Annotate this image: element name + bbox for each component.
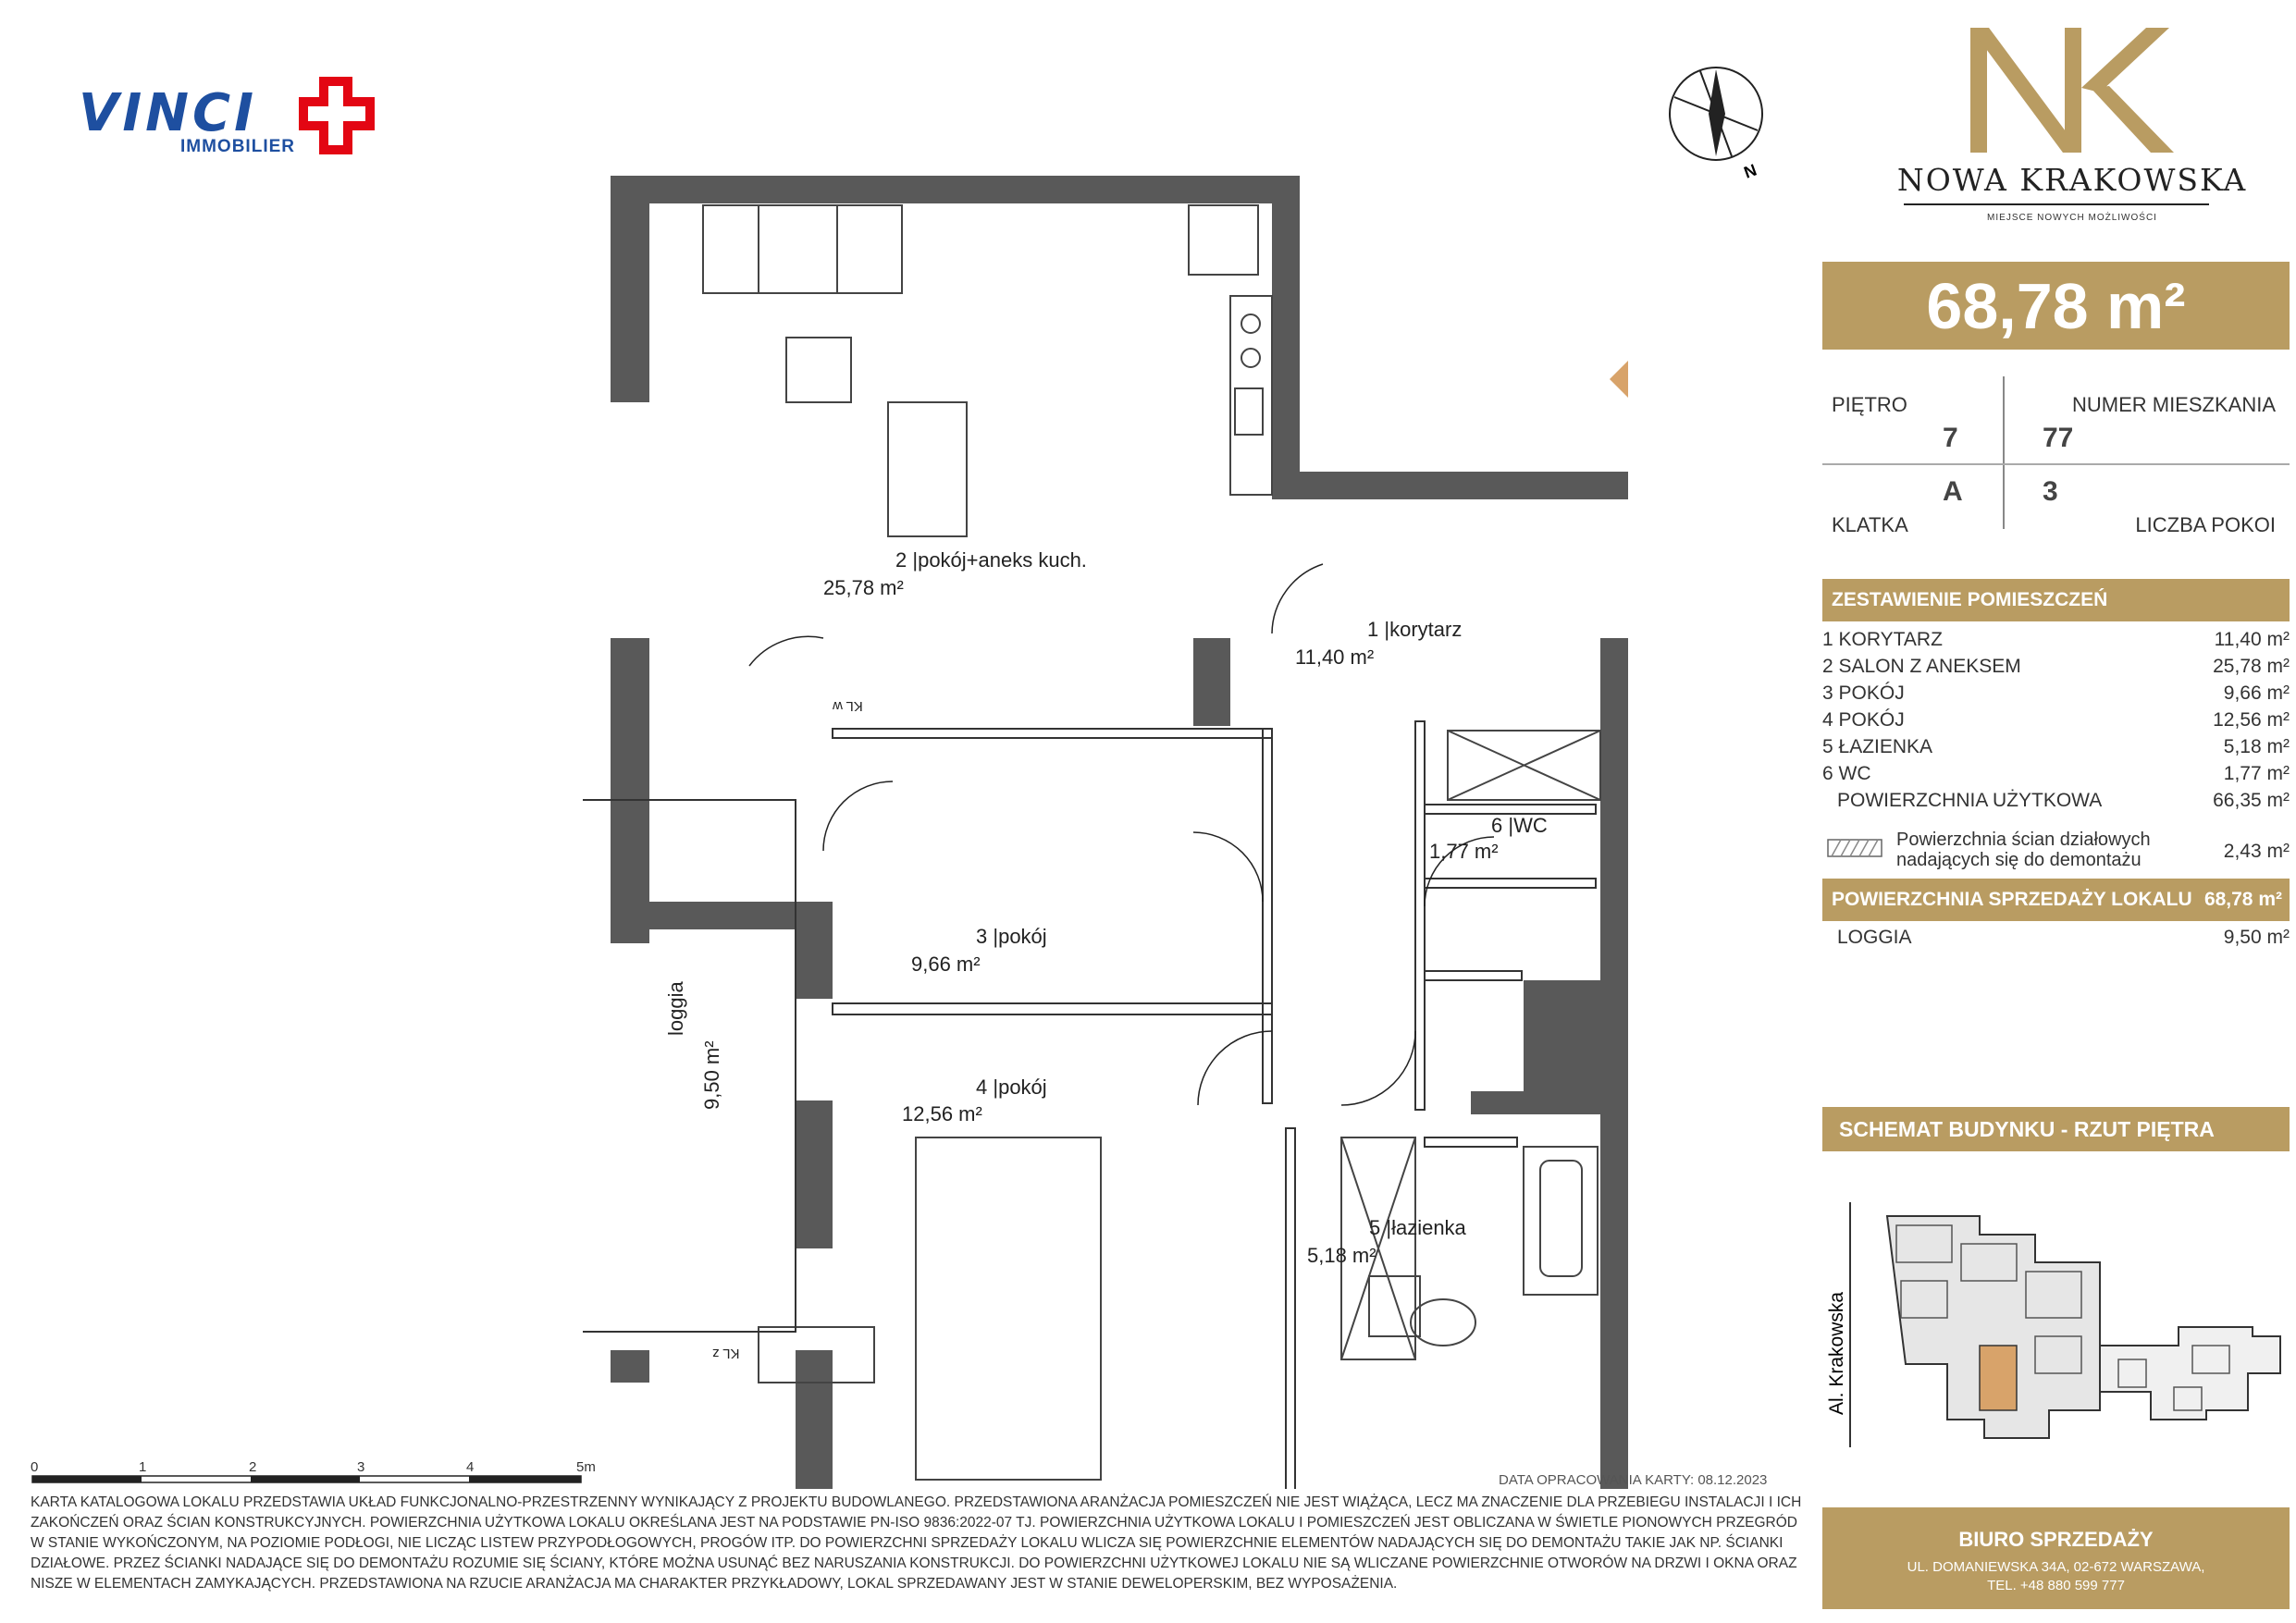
usable-area-value: 66,35 m² bbox=[2213, 790, 2290, 811]
room4-area: 12,56 m² bbox=[902, 1102, 982, 1125]
scale-tick: 2 bbox=[249, 1459, 257, 1475]
room3-number: 3 bbox=[976, 925, 988, 948]
sale-area-row bbox=[1822, 879, 2290, 921]
walls-value: 2,43 m² bbox=[2223, 841, 2290, 862]
room1-name: korytarz bbox=[1389, 618, 1463, 641]
number-value: 77 bbox=[2043, 423, 2074, 453]
scale-tick: 3 bbox=[357, 1459, 365, 1475]
room6-label: 6 |WC bbox=[1491, 814, 1548, 837]
sales-address: UL. DOMANIEWSKA 34A, 02-672 WARSZAWA, bbox=[1907, 1559, 2205, 1575]
brand-divider bbox=[1904, 203, 2209, 205]
room-area: 12,56 m² bbox=[2213, 709, 2290, 731]
room-area: 25,78 m² bbox=[2213, 656, 2290, 677]
info-divider-vertical bbox=[2003, 376, 2005, 529]
room3-name: pokój bbox=[998, 925, 1047, 948]
sale-area-label: POWIERZCHNIA SPRZEDAŻY LOKALU bbox=[1832, 889, 2192, 910]
room-area: 11,40 m² bbox=[2214, 629, 2290, 650]
brand-name: NOWA KRAKOWSKA bbox=[1896, 162, 2248, 198]
room2-label: 2 |pokój+aneks kuch. bbox=[895, 548, 1087, 572]
loggia-value: 9,50 m² bbox=[2223, 927, 2290, 948]
room5-label: 5 |łazienka bbox=[1369, 1216, 1466, 1239]
apartment-info bbox=[1822, 365, 2290, 550]
nk-logo bbox=[1961, 23, 2183, 157]
brand-tagline: MIEJSCE NOWYCH MOŻLIWOŚCI bbox=[1987, 213, 2157, 223]
scale-bar-graphic bbox=[31, 1475, 586, 1484]
room4-label: 4 |pokój bbox=[976, 1076, 1047, 1099]
scale-tick: 5m bbox=[576, 1459, 596, 1475]
kl-w-label: KL w bbox=[833, 698, 863, 714]
room-area: 1,77 m² bbox=[2223, 763, 2290, 784]
rooms-value: 3 bbox=[2043, 476, 2058, 507]
room6-number: 6 bbox=[1491, 814, 1503, 837]
street-label: Al. Krakowska bbox=[1826, 1291, 1847, 1415]
sales-title: BIURO SPRZEDAŻY bbox=[1958, 1528, 2154, 1551]
room-area: 9,66 m² bbox=[2223, 682, 2290, 704]
room-row bbox=[1822, 656, 2290, 683]
room-row bbox=[1822, 736, 2290, 764]
stair-label: KLATKA bbox=[1832, 513, 1908, 536]
room5-name: łazienka bbox=[1391, 1216, 1466, 1239]
room-row bbox=[1822, 709, 2290, 737]
scale-tick: 4 bbox=[466, 1459, 475, 1475]
usable-area-label: POWIERZCHNIA UŻYTKOWA bbox=[1837, 790, 2103, 811]
card-date: DATA OPRACOWANIA KARTY: 08.12.2023 bbox=[1499, 1472, 1768, 1488]
usable-area-row bbox=[1822, 790, 2290, 818]
sale-area-value: 68,78 m² bbox=[2203, 889, 2282, 910]
loggia-name: loggia bbox=[664, 981, 687, 1036]
plan-walls bbox=[611, 176, 1628, 1489]
room1-area: 11,40 m² bbox=[1295, 646, 1375, 669]
room-name: 6 WC bbox=[1822, 763, 1871, 784]
entrance-marker-icon bbox=[1610, 356, 1628, 402]
room-row bbox=[1822, 682, 2290, 710]
vinci-wordmark: VINCI bbox=[79, 83, 257, 143]
scale-tick: 1 bbox=[139, 1459, 147, 1475]
floor-value: 7 bbox=[1943, 423, 1958, 453]
total-area-value: 68,78 m² bbox=[1926, 269, 2186, 342]
building-schema bbox=[1822, 1161, 2290, 1466]
loggia-label: LOGGIA bbox=[1837, 927, 1912, 948]
scale-bar bbox=[31, 1459, 596, 1487]
info-divider-horizontal bbox=[1822, 463, 2290, 465]
plan-furniture bbox=[703, 176, 1600, 1480]
floor-plan bbox=[583, 166, 1628, 1489]
hatch-swatch-icon bbox=[1827, 839, 1882, 857]
loggia-area: 9,50 m² bbox=[700, 1040, 723, 1110]
room-name: 4 POKÓJ bbox=[1822, 709, 1905, 731]
sales-office-box bbox=[1822, 1507, 2290, 1609]
room1-number: 1 bbox=[1367, 618, 1379, 641]
number-label: NUMER MIESZKANIA bbox=[2071, 393, 2276, 416]
vinci-cross-icon bbox=[296, 74, 379, 157]
room-name: 1 KORYTARZ bbox=[1822, 629, 1943, 650]
room5-area: 5,18 m² bbox=[1307, 1244, 1376, 1267]
room2-name: pokój+aneks kuch. bbox=[918, 548, 1087, 572]
compass-icon bbox=[1656, 60, 1785, 190]
room1-label: 1 |korytarz bbox=[1367, 618, 1463, 641]
room-row bbox=[1822, 629, 2290, 657]
room4-name: pokój bbox=[998, 1076, 1047, 1099]
total-area-box bbox=[1822, 262, 2290, 350]
room4-number: 4 bbox=[976, 1076, 988, 1099]
room-name: 2 SALON Z ANEKSEM bbox=[1822, 656, 2021, 677]
highlighted-apartment bbox=[1980, 1346, 2017, 1410]
floor-label: PIĘTRO bbox=[1832, 393, 1907, 416]
plan-doors bbox=[749, 564, 1494, 1105]
room-name: 5 ŁAZIENKA bbox=[1822, 736, 1933, 757]
vinci-subtitle: IMMOBILIER bbox=[180, 137, 295, 156]
rooms-section-title: ZESTAWIENIE POMIESZCZEŃ bbox=[1822, 579, 2290, 621]
loggia-row bbox=[1822, 927, 2290, 954]
room6-area: 1,77 m² bbox=[1429, 840, 1499, 863]
room3-area: 9,66 m² bbox=[911, 953, 981, 976]
room2-number: 2 bbox=[895, 548, 907, 572]
room-area: 5,18 m² bbox=[2223, 736, 2290, 757]
compass-north-label: N bbox=[1741, 160, 1759, 182]
rooms-label: LICZBA POKOI bbox=[2135, 513, 2276, 536]
walls-row bbox=[1822, 828, 2290, 874]
schema-title: SCHEMAT BUDYNKU - RZUT PIĘTRA bbox=[1822, 1107, 2290, 1151]
walls-label-line1: Powierzchnia ścian działowych bbox=[1896, 830, 2151, 850]
room-row bbox=[1822, 763, 2290, 791]
scale-tick: 0 bbox=[31, 1459, 39, 1475]
sales-phone: TEL. +48 880 599 777 bbox=[1987, 1578, 2125, 1593]
room5-number: 5 bbox=[1369, 1216, 1381, 1239]
room2-area: 25,78 m² bbox=[823, 576, 904, 599]
room6-name: WC bbox=[1513, 814, 1548, 837]
room3-label: 3 |pokój bbox=[976, 925, 1047, 948]
room-name: 3 POKÓJ bbox=[1822, 682, 1905, 704]
walls-label-line2: nadających się do demontażu bbox=[1896, 850, 2142, 870]
disclaimer-text: KARTA KATALOGOWA LOKALU PRZEDSTAWIA UKŁAD FUNKCJONALNO-PRZESTRZENNY WYNIKAJĄCY Z PROJEKTU BUDOWLANEGO. PRZEDSTAWIONA ARANŻACJA POMIESZCZEŃ NIE JEST WIĄŻĄCA, LECZ MA ZNACZENIE DLA PRZEBIEGU INSTALACJI I ICH ZAKOŃCZEŃ ORAZ ŚCIAN KONSTRUKCYJNYCH. POWIERZCHNIA UŻYTKOWA LOKALU OKREŚLANA JEST NA PODSTAWIE PN-ISO 9836:2022-07 TJ. POWIERZCHNIA UŻYTKOWA LOKALU I POMIESZCZEŃ JEST OBLICZANA W ŚWIETLE PIONOWYCH PRZEGRÓD W STANIE WYKOŃCZONYM, NA POZIOMIE PODŁOGI, NIE LICZĄC LISTEW PRZYPODŁOGOWYCH, PROGÓW ITP. DO POWIERZCHNI SPRZEDAŻY LOKALU WLICZA SIĘ POWIERZCHNIE ELEMENTÓW NADAJĄCYCH SIĘ DO DEMONTAŻU TAKIE JAK NP. ŚCIANKI DZIAŁOWE. PRZEZ ŚCIANKI NADAJĄCE SIĘ DO DEMONTAŻU ROZUMIE SIĘ ŚCIANY, KTÓRE MOŻNA USUNĄĆ BEZ NARUSZANIA KONSTRUKCJI. DO POWIERZCHNI UŻYTKOWEJ LOKALU NIE SĄ WLICZANE POWIERZCHNIE OTWORÓW NA DRZWI I OKNA ORAZ NISZE W ELEMENTACH ZAMYKAJĄCYCH. PRZEDSTAWIONA NA RZUCIE ARANŻACJA MA CHARAKTER PRZYKŁADOWY, LOKAL SPRZEDAWANY JEST W STANIE DEWELOPERSKIM, BEZ WYPOSAŻENIA. bbox=[31, 1494, 1802, 1592]
stair-value: A bbox=[1943, 476, 1963, 507]
vinci-logo bbox=[79, 83, 393, 166]
kl-z-label: KL z bbox=[712, 1346, 740, 1361]
